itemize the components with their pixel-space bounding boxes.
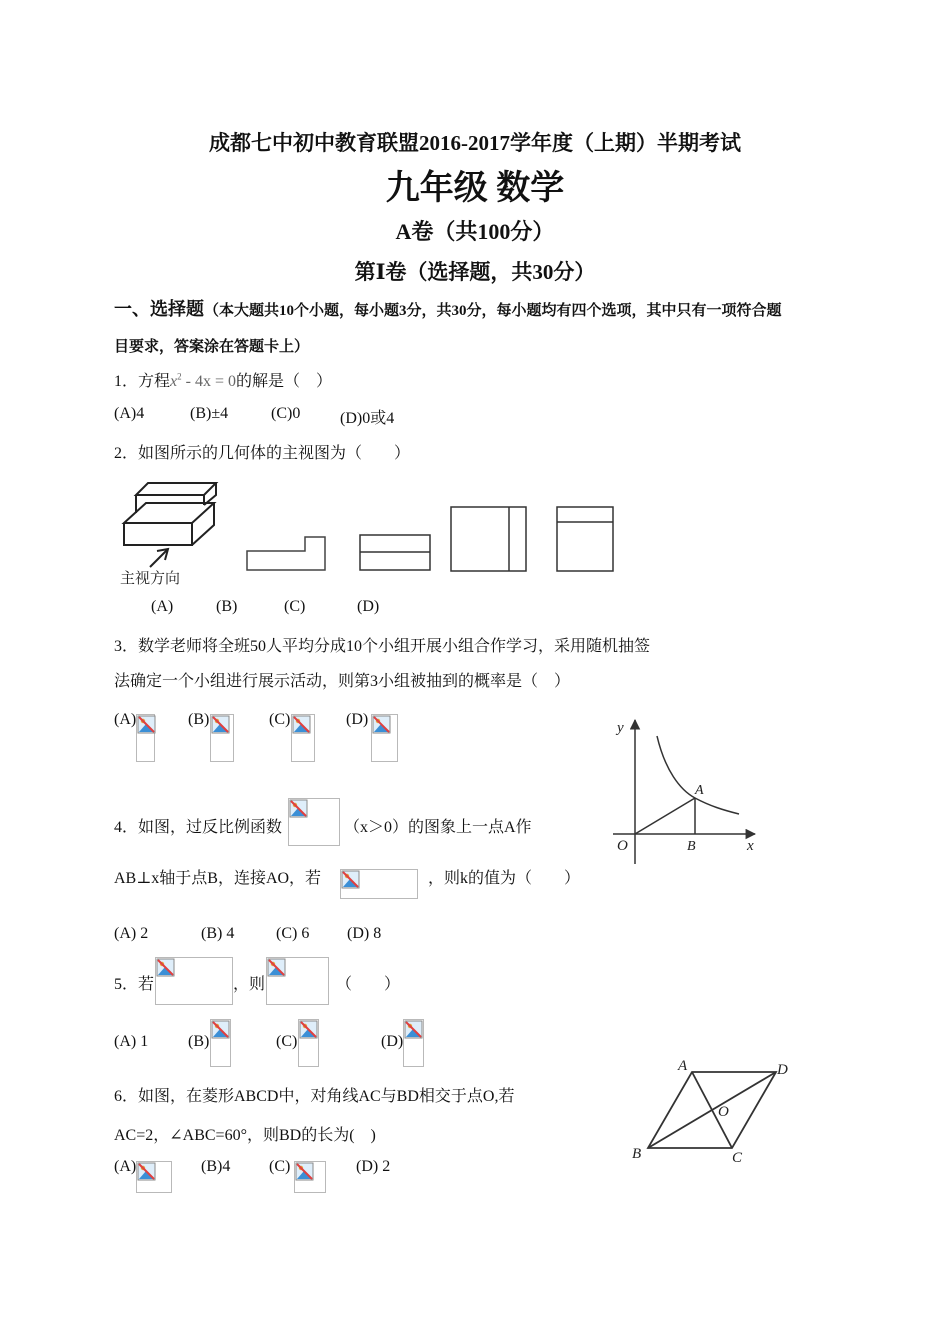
q4-option-c: (C) 6: [276, 925, 310, 942]
q1-option-d: (D)0或4: [340, 410, 395, 427]
q3-option-a-image: [136, 714, 155, 762]
q4-graph-origin: O: [617, 838, 628, 854]
q6-option-a-image: [136, 1161, 172, 1193]
q4-graph-y-label: y: [617, 720, 624, 736]
volume-1-title: 第Ⅰ卷（选择题，共30分）: [354, 260, 596, 284]
broken-image-icon: [289, 799, 309, 819]
q4-function-image: [288, 798, 340, 846]
q2-arrow-label: 主视方向: [120, 571, 181, 585]
question-5-middle: ，则: [233, 976, 266, 993]
q3-option-b: (B): [188, 711, 210, 728]
q6-option-a: (A): [114, 1158, 137, 1175]
broken-image-icon: [267, 958, 287, 978]
question-4-line1-suffix: （x＞0）的图象上一点A作: [344, 819, 532, 836]
broken-image-icon: [299, 1020, 319, 1040]
q6-option-c-image: [294, 1161, 326, 1193]
q5-option-c: (C): [276, 1033, 298, 1050]
question-5-suffix: （ ）: [336, 976, 401, 993]
q2-solid-figure: [110, 475, 230, 585]
q3-option-a: (A): [114, 711, 137, 728]
q3-option-d: (D): [346, 711, 369, 728]
broken-image-icon: [372, 715, 392, 735]
q4-graph-point-b: B: [687, 839, 696, 854]
section-instructions: （本大题共10个小题，每小题3分，共30分，每小题均有四个选项，其中只有一项符合题: [204, 303, 782, 319]
exam-title: 成都七中初中教育联盟2016-2017学年度（上期）半期考试: [209, 131, 741, 155]
broken-image-icon: [295, 1162, 315, 1182]
question-3-line2: 法确定一个小组进行展示活动，则第3小组被抽到的概率是（ ）: [114, 673, 571, 690]
question-1: [114, 368, 332, 391]
q3-option-b-image: [210, 714, 234, 762]
section-heading: [114, 295, 782, 321]
q2-option-c: (C): [284, 598, 306, 615]
q2-option-a: (A): [151, 598, 174, 615]
section-instructions-cont: 目要求，答案涂在答题卡上）: [114, 339, 310, 355]
q3-option-c: (C): [269, 711, 291, 728]
q1-suffix: 的解是（ ）: [235, 373, 332, 390]
q5-option-d-image: [403, 1019, 424, 1067]
q4-condition-image: [340, 869, 418, 899]
q5-option-b-image: [210, 1019, 231, 1067]
q6-vertex-a: A: [678, 1058, 688, 1074]
q2-view-c: [449, 505, 529, 573]
q6-vertex-d: D: [777, 1062, 788, 1078]
q4-graph: [605, 712, 765, 867]
q1-equation: $x^2 - 4x = 0$: [170, 371, 236, 390]
broken-image-icon: [211, 715, 231, 735]
question-3-line1: 3．数学老师将全班50人平均分成10个小组开展小组合作学习，采用随机抽签: [114, 638, 651, 655]
q5-option-c-image: [298, 1019, 319, 1067]
question-4-line1-prefix: 4．如图，过反比例函数: [114, 819, 283, 836]
broken-image-icon: [156, 958, 176, 978]
q6-option-c: (C): [269, 1158, 291, 1175]
section-label: 一、选择题: [114, 299, 204, 319]
broken-image-icon: [137, 1162, 157, 1182]
q6-vertex-c: C: [732, 1150, 743, 1164]
q1-option-a: (A)4: [114, 405, 145, 422]
q6-rhombus-figure: [628, 1056, 793, 1164]
broken-image-icon: [404, 1020, 424, 1040]
broken-image-icon: [137, 715, 157, 735]
question-2: 2．如图所示的几何体的主视图为（ ）: [114, 445, 411, 462]
q4-option-b: (B) 4: [201, 925, 235, 942]
q1-option-b: (B)±4: [190, 405, 229, 422]
broken-image-icon: [292, 715, 312, 735]
q4-option-d: (D) 8: [347, 925, 382, 942]
broken-image-icon: [211, 1020, 231, 1040]
q2-option-b: (B): [216, 598, 238, 615]
q6-option-b: (B)4: [201, 1158, 231, 1175]
q4-graph-x-label: x: [747, 838, 754, 854]
question-6-line2: AC=2，∠ABC=60°，则BD的长为( ): [114, 1127, 376, 1144]
question-4-line2-suffix: ，则k的值为（ ）: [428, 870, 581, 887]
q5-option-a: (A) 1: [114, 1033, 149, 1050]
volume-a-title: A卷（共100分）: [395, 219, 555, 244]
broken-image-icon: [341, 870, 361, 890]
q4-option-a: (A) 2: [114, 925, 149, 942]
q1-option-c: (C)0: [271, 405, 301, 422]
q6-vertex-b: B: [632, 1146, 642, 1162]
q3-option-d-image: [371, 714, 398, 762]
q6-center-o: O: [718, 1104, 729, 1120]
question-4-line2-prefix: AB⊥x轴于点B，连接AO，若: [114, 870, 322, 887]
q2-view-a: [245, 535, 329, 573]
q2-view-d: [555, 505, 615, 573]
q1-prefix: 1．方程: [114, 373, 171, 390]
q5-option-d: (D): [381, 1033, 404, 1050]
q2-view-b: [358, 533, 432, 573]
q3-option-c-image: [291, 714, 315, 762]
question-6-line1: 6．如图，在菱形ABCD中，对角线AC与BD相交于点O,若: [114, 1088, 515, 1105]
question-5-prefix: 5．若: [114, 976, 155, 993]
q5-option-b: (B): [188, 1033, 210, 1050]
subject-title: 九年级 数学: [385, 170, 565, 207]
q4-graph-point-a: A: [695, 783, 704, 798]
q2-option-d: (D): [357, 598, 380, 615]
q6-option-d: (D) 2: [356, 1158, 391, 1175]
q5-expression-image: [266, 957, 329, 1005]
q5-condition-image: [155, 957, 233, 1005]
